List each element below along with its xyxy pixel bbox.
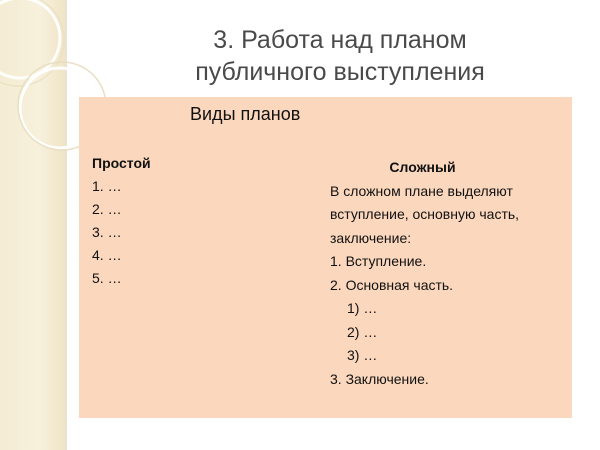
simple-plan-header: Простой [92,155,151,171]
complex-plan-subitem: 1) … [347,300,378,316]
simple-plan-item: 3. … [92,224,122,240]
complex-plan-line: 2. Основная часть. [330,276,454,293]
simple-plan-column [92,152,151,290]
simple-plan-item: 5. … [92,270,122,286]
complex-plan-line: вступление, основную часть, [330,206,520,222]
complex-plan-last-line: 3. Заключение. [330,370,429,387]
simple-plan-item: 1. … [92,178,122,194]
complex-plan-subitem: 3) … [347,347,378,363]
complex-plan-header: Сложный [389,159,456,175]
slide-title [120,24,560,88]
simple-plan-item: 4. … [92,247,122,263]
complex-plan-column [330,156,566,391]
box-heading: Виды планов [190,104,301,124]
complex-plan-line: В сложном плане выделяют [330,182,513,199]
slide-title-line-2: публичного выступления [195,58,485,86]
slide-title-line-1: 3. Работа над планом [213,26,467,54]
complex-plan-subitem: 2) … [347,323,378,340]
simple-plan-item: 2. … [92,201,122,217]
complex-plan-line: 1. Вступление. [330,253,427,269]
complex-plan-line: заключение: [330,229,412,246]
